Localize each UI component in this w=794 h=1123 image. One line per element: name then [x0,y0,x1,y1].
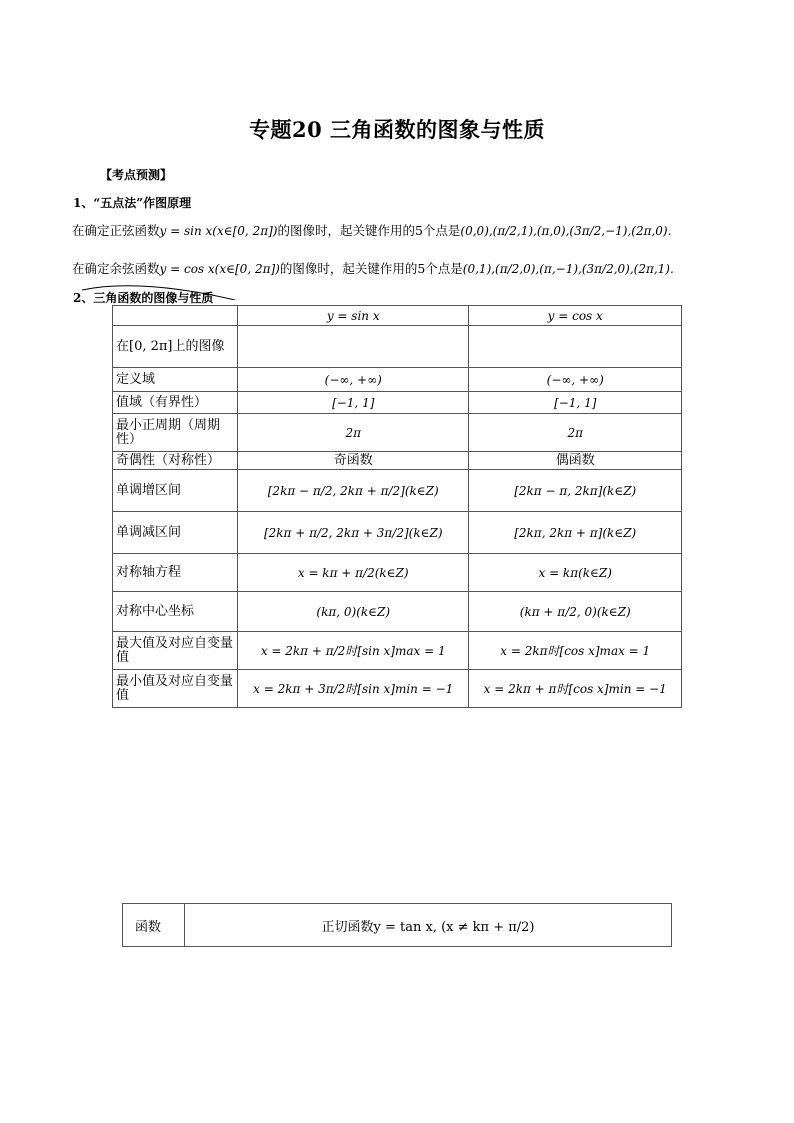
heading-five-point: 1、“五点法”作图原理 [73,196,192,210]
cell-sin-min: x = 2kπ + 3π/2时[sin x]min = −1 [238,670,469,708]
cell-cos-min: x = 2kπ + π时[cos x]min = −1 [469,670,682,708]
section-label: 【考点预测】 [100,168,173,182]
table-header-empty [113,306,238,326]
table-row [113,632,682,670]
table-row [113,470,682,512]
cell-sin-range: [−1, 1] [238,392,469,414]
cell-cos-center: (kπ + π/2, 0)(k∈Z) [469,592,682,632]
tangent-label: 函数 [123,904,185,947]
paragraph-cosine-points: (0,1),(π/2,0),(π,−1),(3π/2,0),(2π,1). [462,262,674,276]
cell-cos-domain: (−∞, +∞) [469,368,682,392]
row-label-graph: 在[0, 2π]上的图像 [113,326,238,368]
cell-sin-period: 2π [238,414,469,452]
cell-cos-max: x = 2kπ时[cos x]max = 1 [469,632,682,670]
table-row [113,670,682,708]
cell-sin-center: (kπ, 0)(k∈Z) [238,592,469,632]
table-row [113,326,682,368]
paragraph-sine-middle: 的图像时，起关键作用的5个点是 [277,223,461,238]
cell-cos-increasing: [2kπ − π, 2kπ](k∈Z) [469,470,682,512]
row-label-domain: 定义域 [113,368,238,392]
heading-graph-properties: 2、三角函数的图像与性质 [73,291,214,305]
paragraph-cosine-func: y = cos x(x∈[0, 2π]) [159,262,280,276]
row-label-period: 最小正周期（周期性） [113,414,238,452]
row-label-decreasing: 单调减区间 [113,512,238,554]
table-row [113,452,682,470]
paragraph-sine-prefix: 在确定正弦函数 [72,223,160,238]
paragraph-sine-func: y = sin x(x∈[0, 2π]) [159,224,278,238]
row-label-parity: 奇偶性（对称性） [113,452,238,470]
cell-sin-axis: x = kπ + π/2(k∈Z) [238,554,469,592]
paragraph-sine [72,221,671,239]
paragraph-sine-points: (0,0),(π/2,1),(π,0),(3π/2,−1),(2π,0). [460,224,672,238]
cell-sin-decreasing: [2kπ + π/2, 2kπ + 3π/2](k∈Z) [238,512,469,554]
table-row [113,368,682,392]
tangent-content: 正切函数y = tan x, (x ≠ kπ + π/2) [185,904,672,947]
row-label-min: 最小值及对应自变量值 [113,670,238,708]
table-row [123,904,672,947]
table-row [113,414,682,452]
properties-table [112,305,682,708]
tangent-table [122,903,672,947]
row-label-center: 对称中心坐标 [113,592,238,632]
table-row [113,592,682,632]
paragraph-cosine [72,259,674,277]
row-label-max: 最大值及对应自变量值 [113,632,238,670]
paragraph-cosine-prefix: 在确定余弦函数 [72,261,160,276]
page-title: 专题20 三角函数的图象与性质 [248,117,546,142]
table-row [113,392,682,414]
cell-sin-graph [238,326,469,368]
cell-sin-increasing: [2kπ − π/2, 2kπ + π/2](k∈Z) [238,470,469,512]
cell-cos-axis: x = kπ(k∈Z) [469,554,682,592]
row-label-axis: 对称轴方程 [113,554,238,592]
row-label-range: 值域（有界性） [113,392,238,414]
cell-sin-max: x = 2kπ + π/2时[sin x]max = 1 [238,632,469,670]
cell-cos-period: 2π [469,414,682,452]
paragraph-cosine-middle: 的图像时，起关键作用的5个点是 [279,261,463,276]
cell-cos-decreasing: [2kπ, 2kπ + π](k∈Z) [469,512,682,554]
table-row [113,512,682,554]
table-row [113,554,682,592]
cell-cos-range: [−1, 1] [469,392,682,414]
table-header-row [113,306,682,326]
cell-cos-parity: 偶函数 [469,452,682,470]
table-header-sin: y = sin x [238,306,469,326]
cell-cos-graph [469,326,682,368]
table-header-cos: y = cos x [469,306,682,326]
cell-sin-domain: (−∞, +∞) [238,368,469,392]
row-label-increasing: 单调增区间 [113,470,238,512]
cell-sin-parity: 奇函数 [238,452,469,470]
